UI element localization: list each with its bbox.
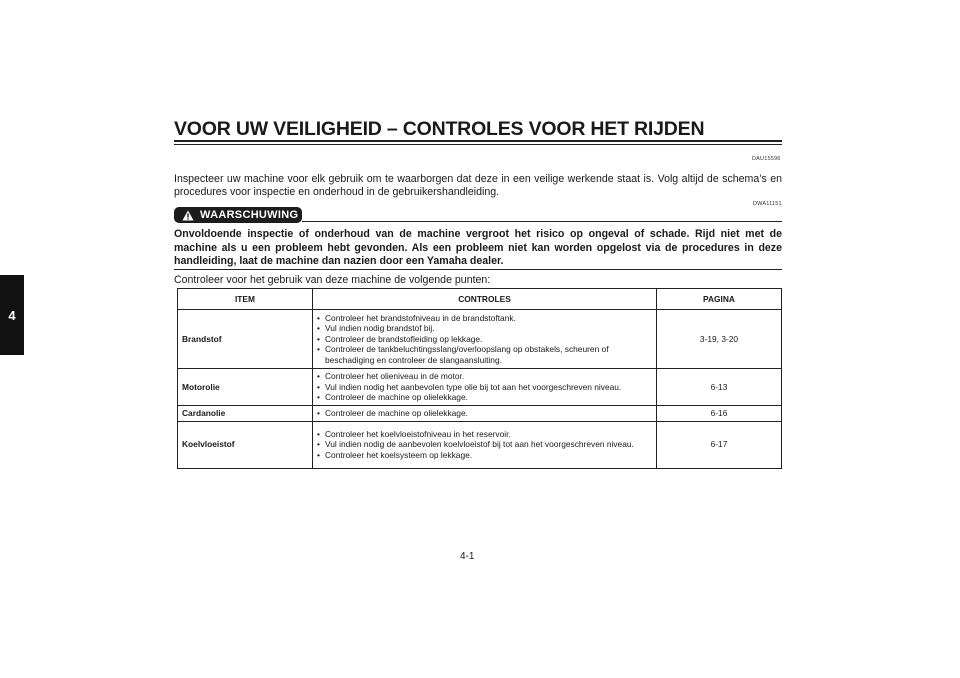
- intro-paragraph: Inspecteer uw machine voor elk gebruik om te waarborgen dat deze in een veilige werkende staat is. Volg altijd de schema’s en procedures voor inspectie en onderhoud in de gebruikershandleiding.: [174, 173, 782, 198]
- checks-list: [317, 429, 652, 461]
- warning-code: DWA11151: [753, 201, 782, 207]
- section-code: DAU15596: [752, 156, 781, 162]
- row-page: 6-16: [657, 406, 782, 422]
- row-item: Koelvloeistof: [178, 421, 313, 468]
- row-item: Brandstof: [178, 310, 313, 369]
- row-checks: [313, 369, 657, 406]
- header-rule-thin: [174, 144, 782, 145]
- checks-list: [317, 371, 652, 403]
- row-checks: [313, 406, 657, 422]
- list-item: • Vul indien nodig brandstof bij.: [317, 323, 652, 334]
- list-item: • Controleer de brandstofleiding op lekkage.: [317, 334, 652, 345]
- chapter-tab: [0, 275, 24, 355]
- list-item: • Controleer het olieniveau in de motor.: [317, 371, 652, 382]
- table-row: [178, 369, 782, 406]
- page-number: 4-1: [460, 551, 475, 562]
- warning-badge: [174, 207, 302, 223]
- column-header-page: PAGINA: [657, 289, 782, 310]
- list-item: • Controleer de machine op olielekkage.: [317, 408, 652, 419]
- warning-text: Onvoldoende inspectie of onderhoud van de machine vergroot het risico op ongeval of schade. Rijd niet met de machine als u een probleem hebt gevonden. Als een probleem niet kan worden opgelost via de procedures in deze handleiding, laat de machine dan nazien door een Yamaha dealer.: [174, 228, 782, 267]
- warning-header: [174, 207, 782, 223]
- table-row: [178, 310, 782, 369]
- row-page: 6-17: [657, 421, 782, 468]
- header-rule: [174, 140, 782, 142]
- table-row: [178, 406, 782, 422]
- list-item: • Controleer de tankbeluchtingsslang/overloopslang op obstakels, scheuren of beschadiging en controleer de slangaansluiting.: [317, 344, 652, 365]
- row-checks: [313, 421, 657, 468]
- row-checks: [313, 310, 657, 369]
- checks-list: [317, 313, 652, 366]
- checks-list: [317, 408, 652, 419]
- column-header-checks: CONTROLES: [313, 289, 657, 310]
- column-header-item: ITEM: [178, 289, 313, 310]
- warning-triangle-icon: [182, 210, 194, 221]
- warning-label: WAARSCHUWING: [200, 209, 299, 221]
- list-item: • Vul indien nodig het aanbevolen type olie bij tot aan het voorgeschreven niveau.: [317, 382, 652, 393]
- list-item: • Controleer het koelsysteem op lekkage.: [317, 450, 652, 461]
- list-item: • Vul indien nodig de aanbevolen koelvloeistof bij tot aan het voorgeschreven niveau.: [317, 439, 652, 450]
- row-page: 6-13: [657, 369, 782, 406]
- lead-text: Controleer voor het gebruik van deze machine de volgende punten:: [174, 274, 491, 286]
- warning-rule: [302, 221, 782, 222]
- row-item: Cardanolie: [178, 406, 313, 422]
- row-page: 3-19, 3-20: [657, 310, 782, 369]
- table-header-row: [178, 289, 782, 310]
- warning-end-rule: [174, 269, 782, 270]
- row-item: Motorolie: [178, 369, 313, 406]
- table-row: [178, 421, 782, 468]
- checks-table: [177, 288, 782, 469]
- list-item: • Controleer het koelvloeistofniveau in het reservoir.: [317, 429, 652, 440]
- page-header: [174, 118, 782, 140]
- list-item: • Controleer de machine op olielekkage.: [317, 392, 652, 403]
- list-item: • Controleer het brandstofniveau in de brandstoftank.: [317, 313, 652, 324]
- page-title: VOOR UW VEILIGHEID – CONTROLES VOOR HET RIJDEN: [174, 118, 705, 140]
- chapter-number: 4: [8, 307, 16, 323]
